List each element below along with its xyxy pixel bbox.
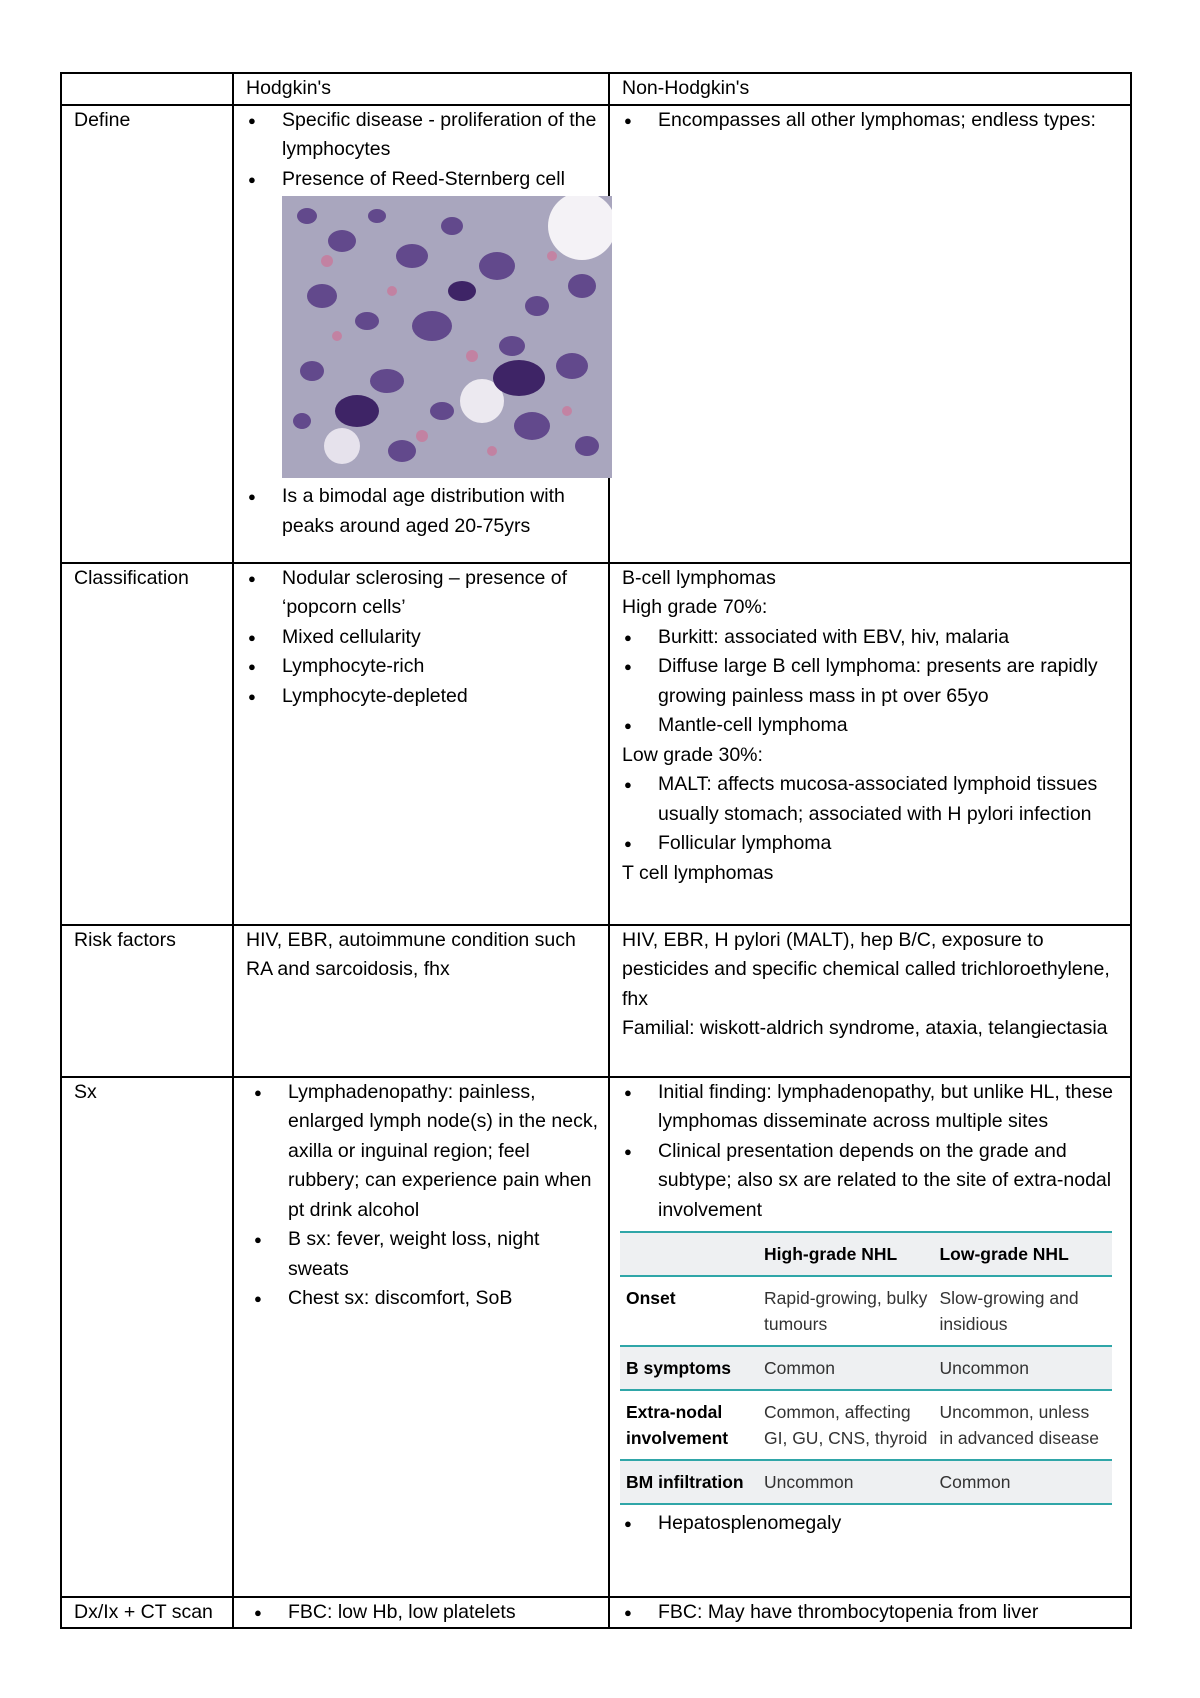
header-empty-cell [61, 73, 233, 105]
risk-label: Risk factors [61, 925, 233, 1077]
nhl-row-label: Extra-nodal involvement [626, 1402, 729, 1448]
define-non-hodgkins-cell [609, 105, 1131, 563]
nhl-row-bm-infiltration [620, 1460, 1112, 1504]
nhl-row-extra-nodal [620, 1390, 1112, 1460]
sx-non-hodgkins-item: ● Clinical presentation depends on the grade and subtype; also sx are related to the site of extra-nodal involvement [622, 1137, 1126, 1226]
nhl-row-onset [620, 1276, 1112, 1346]
t-cell-heading: T cell lymphomas [622, 861, 774, 884]
classification-row [61, 563, 1131, 925]
high-grade-item: ● Burkitt: associated with EBV, hiv, malaria [622, 623, 1126, 653]
sx-hodgkins-item: ● Chest sx: discomfort, SoB [246, 1284, 604, 1314]
header-hodgkins: Hodgkin's [233, 73, 609, 105]
define-row [61, 105, 1131, 563]
sx-hodgkins-item: ● B sx: fever, weight loss, night sweats [246, 1225, 604, 1284]
nhl-col-low: Low-grade NHL [939, 1244, 1069, 1264]
nhl-cell: Uncommon [939, 1358, 1029, 1378]
risk-non-hodgkins-text: HIV, EBR, H pylori (MALT), hep B/C, exposure to pesticides and specific chemical called trichloroethylene, fhx [622, 928, 1110, 1010]
classification-hodgkins-item: ● Nodular sclerosing – presence of ‘popcorn cells’ [246, 564, 604, 623]
sx-non-hodgkins-item: ● Initial finding: lymphadenopathy, but unlike HL, these lymphomas disseminate across multiple sites [622, 1078, 1126, 1137]
define-hodgkins-cell [233, 105, 609, 563]
classification-hodgkins-item: ● Lymphocyte-depleted [246, 682, 604, 712]
classification-label: Classification [61, 563, 233, 925]
header-non-hodgkins: Non-Hodgkin's [609, 73, 1131, 105]
dx-hodgkins-cell [233, 1597, 609, 1629]
nhl-header-empty [620, 1232, 758, 1276]
classification-hodgkins-item: ● Lymphocyte-rich [246, 652, 604, 682]
high-grade-heading: High grade 70%: [622, 596, 768, 618]
nhl-cell: Rapid-growing, bulky tumours [764, 1288, 928, 1334]
nhl-cell: Slow-growing and insidious [939, 1288, 1079, 1334]
nhl-cell: Common [764, 1358, 835, 1378]
define-non-hodgkins-item: ● Encompasses all other lymphomas; endless types: [622, 106, 1126, 136]
dx-label: Dx/Ix + CT scan [61, 1597, 233, 1629]
nhl-row-label: Onset [626, 1288, 676, 1308]
risk-hodgkins-cell: HIV, EBR, autoimmune condition such RA and sarcoidosis, fhx [233, 925, 609, 1077]
reed-sternberg-micrograph [282, 196, 612, 478]
define-hodgkins-item: ● Specific disease - proliferation of the lymphocytes [246, 106, 604, 165]
classification-hodgkins-cell [233, 563, 609, 925]
dx-row [61, 1597, 1131, 1629]
nhl-row-label: B symptoms [626, 1358, 732, 1378]
sx-non-hodgkins-cell [609, 1077, 1131, 1597]
dx-non-hodgkins-item: ● FBC: May have thrombocytopenia from liver [622, 1598, 1126, 1628]
nhl-table-header [620, 1232, 1112, 1276]
high-grade-item: ● Mantle-cell lymphoma [622, 711, 1126, 741]
risk-row [61, 925, 1131, 1077]
sx-hodgkins-item: ● Lymphadenopathy: painless, enlarged lymph node(s) in the neck, axilla or inguinal region; feel rubbery; can experience pain when pt drink alcohol [246, 1078, 604, 1226]
nhl-col-high: High-grade NHL [764, 1244, 898, 1264]
nhl-grade-table [620, 1231, 1112, 1505]
lymphoma-comparison-table [60, 72, 1132, 1629]
nhl-row-b-symptoms [620, 1346, 1112, 1390]
nhl-cell: Common [939, 1472, 1011, 1492]
low-grade-heading: Low grade 30%: [622, 743, 763, 766]
define-hodgkins-item: ● Presence of Reed-Sternberg cell [246, 165, 604, 195]
sx-hodgkins-cell [233, 1077, 609, 1597]
nhl-cell: Common, affecting GI, GU, CNS, thyroid [764, 1402, 928, 1448]
sx-row [61, 1077, 1131, 1597]
define-hodgkins-item: ● Is a bimodal age distribution with peaks around aged 20-75yrs [246, 482, 604, 541]
nhl-cell: Uncommon, unless in advanced disease [939, 1402, 1100, 1448]
low-grade-item: ● Follicular lymphoma [622, 829, 1126, 859]
nhl-row-label: BM infiltration [626, 1472, 744, 1492]
risk-non-hodgkins-familial: Familial: wiskott-aldrich syndrome, ataxia, telangiectasia [622, 1017, 1108, 1039]
define-label: Define [61, 105, 233, 563]
classification-non-hodgkins-cell [609, 563, 1131, 925]
b-cell-heading: B-cell lymphomas [622, 566, 776, 589]
sx-non-hodgkins-item: ● Hepatosplenomegaly [622, 1509, 1126, 1539]
nhl-cell: Uncommon [764, 1472, 854, 1492]
dx-hodgkins-item: ● FBC: low Hb, low platelets [246, 1598, 604, 1628]
high-grade-item: ● Diffuse large B cell lymphoma: presents are rapidly growing painless mass in pt over 65yo [622, 652, 1126, 711]
header-row [61, 73, 1131, 105]
risk-non-hodgkins-cell [609, 925, 1131, 1077]
sx-label: Sx [61, 1077, 233, 1597]
low-grade-item: ● MALT: affects mucosa-associated lymphoid tissues usually stomach; associated with H pylori infection [622, 770, 1126, 829]
classification-hodgkins-item: ● Mixed cellularity [246, 623, 604, 653]
dx-non-hodgkins-cell [609, 1597, 1131, 1629]
